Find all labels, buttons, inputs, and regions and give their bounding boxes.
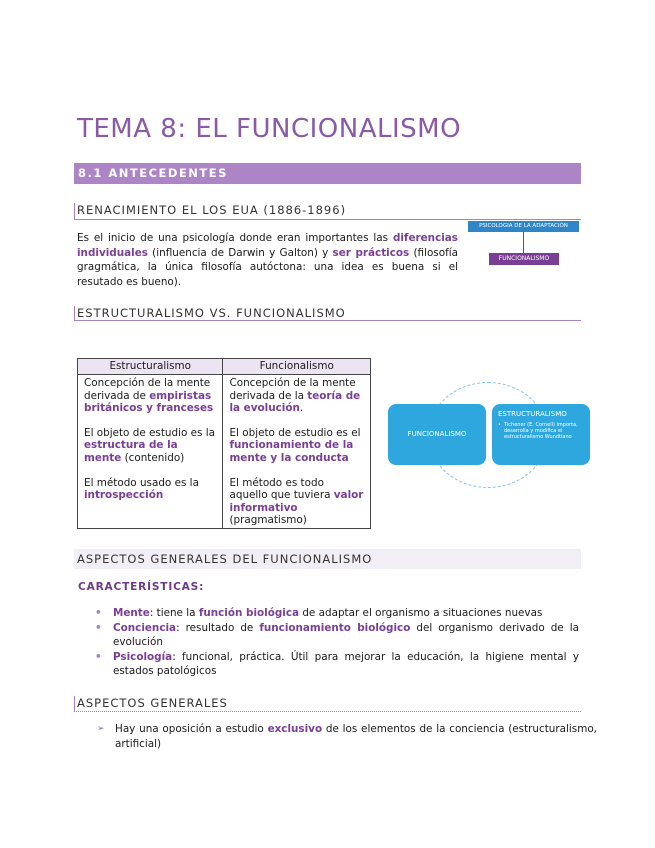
diagram-funcionalismo-box: FUNCIONALISMO bbox=[388, 404, 486, 465]
table-header-funcionalismo: Funcionalismo bbox=[223, 359, 371, 375]
adaptation-diagram bbox=[466, 220, 582, 267]
comparison-table bbox=[77, 358, 371, 529]
characteristics-list bbox=[95, 606, 579, 679]
section-heading-antecedentes: 8.1 ANTECEDENTES bbox=[74, 163, 581, 184]
intro-paragraph: Es el inicio de una psicología donde eran importantes las diferencias individuales (influencia de Darwin y Galton) y ser prácticos (filosofía gragmática, la única filosofía autóctona: una idea es buena si el resutado es bueno). bbox=[77, 232, 458, 288]
heading-caracteristicas: CARACTERÍSTICAS: bbox=[78, 581, 205, 593]
table-cell-funcionalismo: Concepción de la mente derivada de la teoría de la evolución. El objeto de estudio es el funcionamiento de la mente y la conducta El método es todo aquello que tuviera valor informativo (pragmatismo) bbox=[223, 375, 371, 529]
arrow-bullet-icon: ➢ bbox=[97, 724, 105, 734]
table-cell-estructuralismo: Concepción de la mente derivada de empiristas británicos y franceses El objeto de estudio es la estructura de la mente (contenido) El método usado es la introspección bbox=[78, 375, 223, 529]
heading-renacimiento-text: RENACIMIENTO EL LOS EUA (1886-1896) bbox=[77, 203, 347, 217]
heading-estructuralismo: ESTRUCTURALISMO VS. FUNCIONALISMO bbox=[74, 306, 581, 321]
functionalism-diagram bbox=[386, 382, 594, 490]
page-title: TEMA 8: EL FUNCIONALISMO bbox=[77, 114, 462, 144]
heading-aspectos-funcionalismo: ASPECTOS GENERALES DEL FUNCIONALISMO bbox=[74, 549, 581, 569]
diagram-top-box: PSICOLOGIA DE LA ADAPTACIÓN bbox=[468, 221, 579, 232]
heading-renacimiento bbox=[74, 203, 581, 220]
heading-aspectos-generales: ASPECTOS GENERALES bbox=[74, 696, 581, 712]
diagram-estructuralismo-box: ESTRUCTURALISMO • Tichener (E. Cornell) importa, desarrolla y modifica el estructuralismo Wundtiano bbox=[492, 404, 590, 465]
list-item: • Mente: tiene la función biológica de adaptar el organismo a situaciones nuevas bbox=[95, 607, 543, 619]
diagram-bottom-box: FUNCIONALISMO bbox=[489, 253, 559, 265]
table-header-estructuralismo: Estructuralismo bbox=[78, 359, 223, 375]
diagram-connector bbox=[523, 232, 524, 254]
list-item: ➢ Hay una oposición a estudio exclusivo de los elementos de la conciencia (estructuralismo, artificial) bbox=[97, 723, 597, 750]
list-item: • Psicología: funcional, práctica. Útil para mejorar la educación, la higiene mental y estados patológicos bbox=[95, 650, 579, 677]
list-item: • Conciencia: resultado de funcionamiento biológico del organismo derivado de la evolución bbox=[95, 621, 579, 648]
